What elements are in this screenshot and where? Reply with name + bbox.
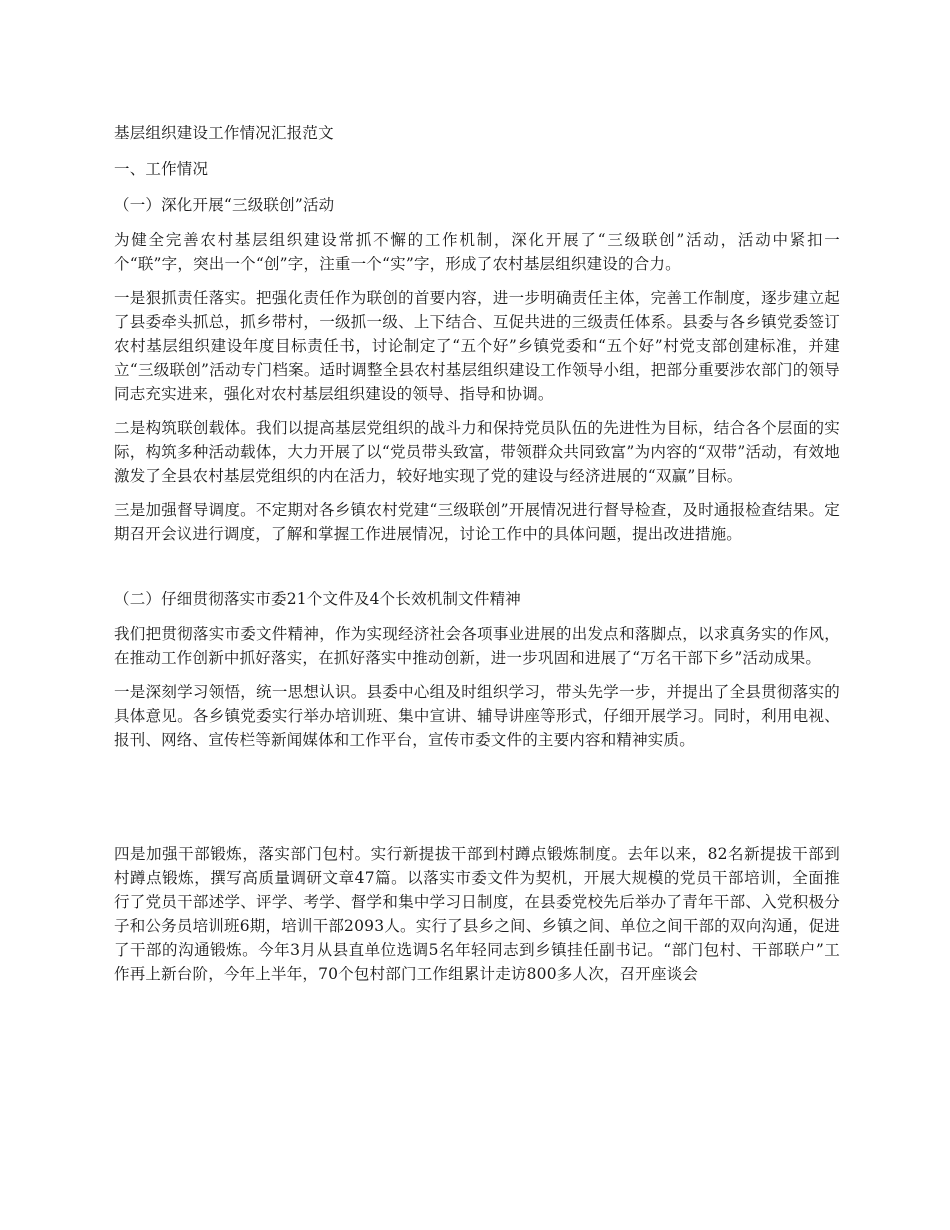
paragraph-responsibility: 一是狠抓责任落实。把强化责任作为联创的首要内容，进一步明确责任主体，完善工作制度，逐步建立起了县委牵头抓总，抓乡带村，一级抓一级、上下结合、互促共进的三级责任体系。县委与各乡镇党委签订农村基层组织建设年度目标责任书，讨论制定了“五个好”乡镇党委和“五个好”村党支部创建标准，并建立“三级联创”活动专门档案。适时调整全县农村基层组织建设工作领导小组，把部分重要涉农部门的领导同志充实进来，强化对农村基层组织建设的领导、指导和协调。: [114, 289, 840, 403]
section-heading-work-status: 一、工作情况: [114, 160, 209, 178]
document-title: 基层组织建设工作情况汇报范文: [114, 124, 334, 142]
document-page: [114, 120, 840, 996]
paragraph-carrier: 二是构筑联创载体。我们以提高基层党组织的战斗力和保持党员队伍的先进性为目标，结合各个层面的实际，构筑多种活动载体，大力开展了以“党员带头致富，带领群众共同致富”为内容的“双带”活动，有效地激发了全县农村基层党组织的内在活力，较好地实现了党的建设与经济进展的“双赢”目标。: [114, 419, 840, 485]
paragraph-supervision: 三是加强督导调度。不定期对各乡镇农村党建“三级联创”开展情况进行督导检查，及时通报检查结果。定期召开会议进行调度，了解和掌握工作进展情况，讨论工作中的具体问题，提出改进措施。: [114, 501, 840, 543]
subsection-heading-city-documents: （二）仔细贯彻落实市委21个文件及4个长效机制文件精神: [114, 590, 521, 608]
paragraph-study: 一是深刻学习领悟，统一思想认识。县委中心组及时组织学习，带头先学一步，并提出了全县贯彻落实的具体意见。各乡镇党委实行举办培训班、集中宣讲、辅导讲座等形式，仔细开展学习。同时，利用电视、报刊、网络、宣传栏等新闻媒体和工作平台，宣传市委文件的主要内容和精神实质。: [114, 683, 840, 749]
paragraph-implementation: 我们把贯彻落实市委文件精神，作为实现经济社会各项事业进展的出发点和落脚点，以求真务实的作风，在推动工作创新中抓好落实，在抓好落实中推动创新，进一步巩固和进展了“万名干部下乡”活动成果。: [114, 625, 840, 667]
spacer: [114, 556, 840, 586]
spacer: [114, 762, 840, 842]
paragraph-cadre-training: 四是加强干部锻炼，落实部门包村。实行新提拔干部到村蹲点锻炼制度。去年以来，82名新提拔干部到村蹲点锻炼，撰写高质量调研文章47篇。以落实市委文件为契机，开展大规模的党员干部培训，全面推行了党员干部述学、评学、考学、督学和集中学习日制度，在县委党校先后举办了青年干部、入党积极分子和公务员培训班6期，培训干部2093人。实行了县乡之间、乡镇之间、单位之间干部的双向沟通，促进了干部的沟通锻炼。今年3月从县直单位选调5名年轻同志到乡镇挂任副书记。“部门包村、干部联户”工作再上新台阶，今年上半年，70个包村部门工作组累计走访800多人次，召开座谈会: [114, 845, 840, 983]
subsection-heading-three-level: （一）深化开展“三级联创”活动: [114, 196, 335, 214]
paragraph-intro: 为健全完善农村基层组织建设常抓不懈的工作机制，深化开展了“三级联创”活动，活动中紧扣一个“联”字，突出一个“创”字，注重一个“实”字，形成了农村基层组织建设的合力。: [114, 231, 840, 273]
